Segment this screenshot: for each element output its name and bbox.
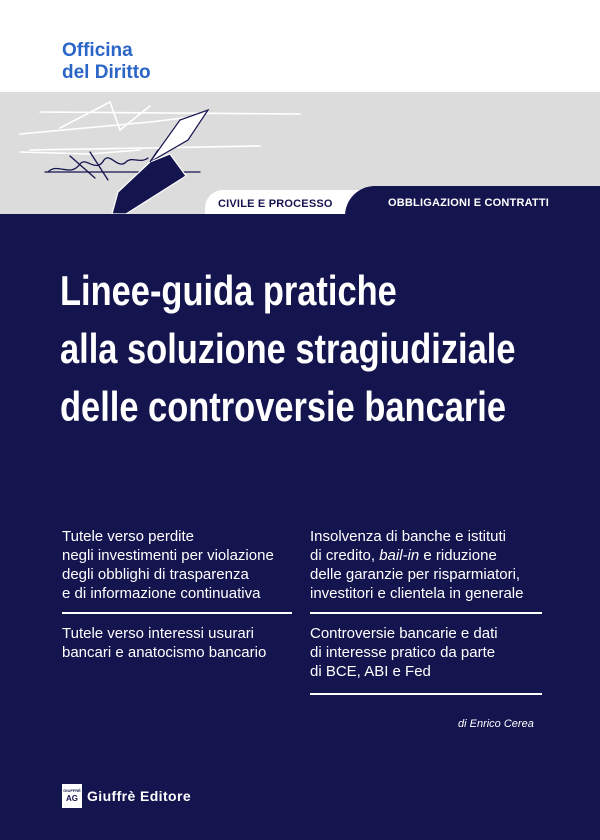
left-topic-2-line2: bancari e anatocismo bancario [62, 644, 267, 661]
book-title [60, 262, 515, 436]
publisher-name: Giuffrè Editore [87, 788, 192, 804]
right-topic-1-line3: delle garanzie per risparmiatori, [310, 566, 521, 583]
right-topic-1-line4: investitori e clientela in generale [310, 585, 524, 602]
right-topic-1-line2-post: e riduzione [419, 547, 497, 564]
right-divider-2 [310, 693, 542, 695]
right-topic-1-line2 [310, 546, 523, 565]
right-topic-1 [310, 527, 523, 603]
series-brand-line1: Officina [62, 40, 133, 61]
category-tab-obbligazioni: OBBLIGAZIONI E CONTRATTI [388, 197, 550, 209]
left-topic-1-line3: degli obblighi di trasparenza [62, 566, 249, 583]
left-topic-1-line4: e di informazione continuativa [62, 585, 261, 602]
publisher-logo [62, 784, 82, 808]
left-topic-1-line1: Tutele verso perdite [62, 528, 195, 545]
right-divider-1 [310, 612, 542, 614]
left-topic-2-line1: Tutele verso interessi usurari [62, 625, 255, 642]
publisher-mark [62, 784, 191, 808]
right-topic-2-line2: di interesse pratico da parte [310, 644, 496, 661]
right-topic-2 [310, 624, 498, 681]
title-line3: delle controversie bancarie [60, 383, 507, 430]
right-topic-1-line2-pre: di credito, [310, 547, 380, 564]
series-brand-line2: del Diritto [62, 62, 151, 83]
title-line2: alla soluzione stragiudiziale [60, 325, 516, 372]
left-topic-1 [62, 527, 274, 603]
bail-in-term: bail-in [379, 547, 420, 564]
author-credit: di Enrico Cerea [458, 718, 534, 730]
publisher-logo-ag: AG [66, 794, 78, 803]
right-topic-1-line1: Insolvenza di banche e istituti [310, 528, 506, 545]
title-line1: Linee-guida pratiche [60, 267, 397, 314]
left-topic-2 [62, 624, 266, 662]
category-tab-civile: CIVILE E PROCESSO [218, 198, 333, 210]
left-topic-1-line2: negli investimenti per violazione [62, 547, 274, 564]
right-topic-2-line3: di BCE, ABI e Fed [310, 663, 431, 680]
publisher-logo-small-text: GIUFFRÈ [63, 788, 81, 793]
series-brand [62, 40, 151, 84]
left-divider [62, 612, 292, 614]
right-topic-2-line1: Controversie bancarie e dati [310, 625, 498, 642]
